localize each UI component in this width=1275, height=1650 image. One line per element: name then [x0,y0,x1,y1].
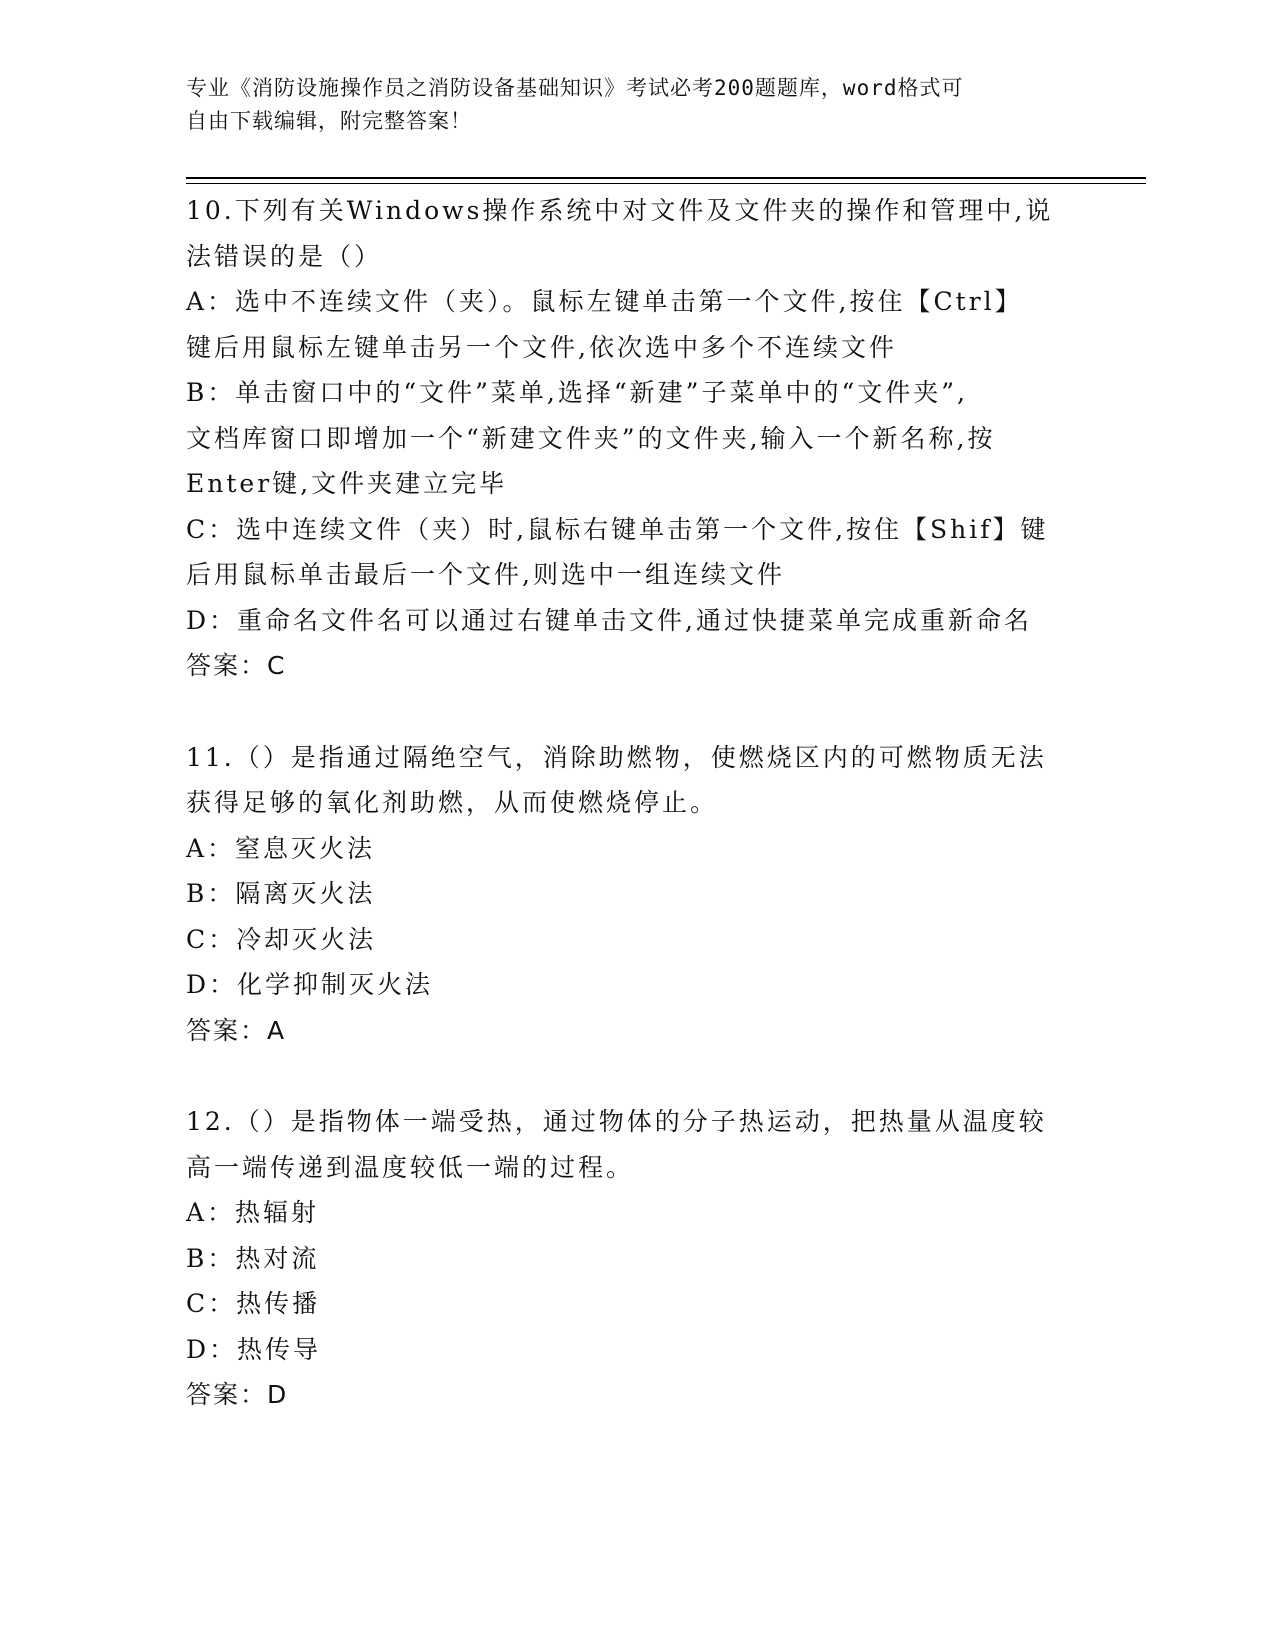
option-d: D：热传导 [186,1334,322,1364]
question-stem: 高一端传递到温度较低一端的过程。 [186,1152,635,1182]
question-12 [186,1099,1086,1418]
option-a-continued: 键后用鼠标左键单击另一个文件,依次选中多个不连续文件 [186,332,897,362]
option-b-continued: 文档库窗口即增加一个“新建文件夹”的文件夹,输入一个新名称,按 [186,423,996,453]
option-b: B：隔离灭火法 [186,879,376,908]
option-c: C：热传播 [186,1289,321,1318]
document-header [186,72,1066,138]
header-line: 自由下载编辑，附完整答案！ [186,109,472,133]
question-list [186,188,1086,1464]
header-rule-thin [186,183,1146,184]
question-stem: 10.下列有关Windows操作系统中对文件及文件夹的操作和管理中,说 [186,196,1054,225]
option-a: A：选中不连续文件（夹）。鼠标左键单击第一个文件,按住【Ctrl】 [186,287,1023,316]
answer: 答案：A [186,1015,287,1045]
header-rule [186,177,1146,179]
option-b-continued: Enter键,文件夹建立完毕 [186,469,508,498]
answer: 答案：C [186,651,287,680]
option-a: A：热辐射 [186,1198,320,1227]
answer: 答案：D [186,1380,289,1409]
option-c: C：选中连续文件（夹）时,鼠标右键单击第一个文件,按住【Shif】键 [186,514,1049,544]
option-d: D：化学抑制灭火法 [186,970,434,999]
header-line: 专业《消防设施操作员之消防设备基础知识》考试必考200题题库，word格式可 [186,76,964,100]
question-10 [186,188,1086,689]
option-c: C：冷却灭火法 [186,924,377,954]
option-d: D：重命名文件名可以通过右键单击文件,通过快捷菜单完成重新命名 [186,605,1032,635]
option-a: A：窒息灭火法 [186,833,376,863]
question-stem: 法错误的是（） [186,241,383,271]
question-stem: 获得足够的氧化剂助燃，从而使燃烧停止。 [186,788,719,817]
option-b: B：热对流 [186,1243,320,1273]
question-11 [186,735,1086,1054]
option-c-continued: 后用鼠标单击最后一个文件,则选中一组连续文件 [186,560,785,589]
question-stem: 11.（）是指通过隔绝空气，消除助燃物，使燃烧区内的可燃物质无法 [186,742,1047,772]
question-stem: 12.（）是指物体一端受热，通过物体的分子热运动，把热量从温度较 [186,1107,1047,1136]
option-b: B：单击窗口中的“文件”菜单,选择“新建”子菜单中的“文件夹”, [186,378,968,407]
